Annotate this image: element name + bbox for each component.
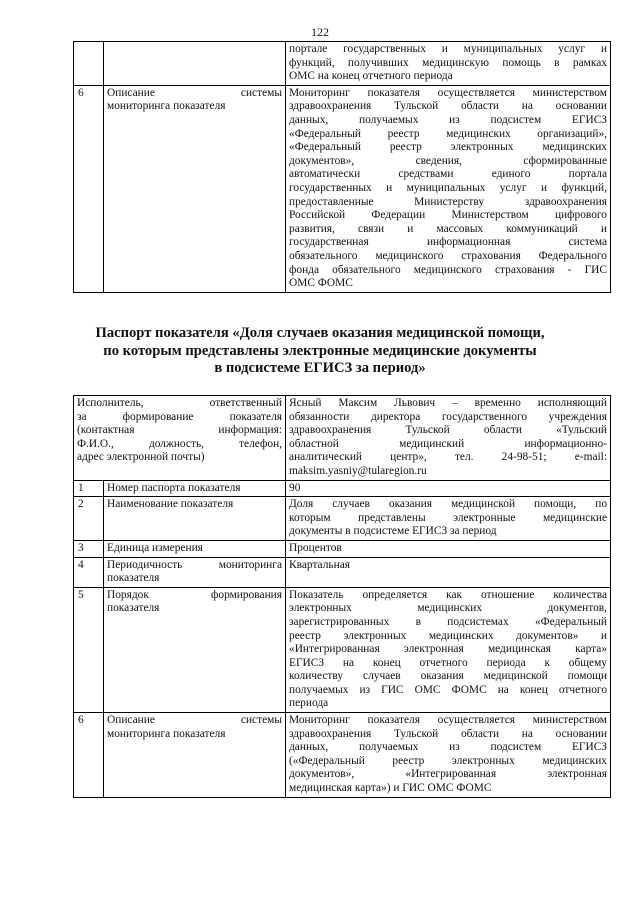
cell-label [104, 557, 286, 587]
cell-value [286, 85, 611, 292]
cell-label [104, 713, 286, 798]
table-row-executor [74, 396, 611, 481]
cell-number: 6 [74, 85, 104, 292]
text-line: «Федеральный реестр медицинских организаций», [289, 127, 607, 140]
text-line: обязательного медицинского страхования Федерального [289, 249, 607, 262]
text-line: данных, получаемых из подсистем ЕГИСЗ [289, 113, 607, 126]
text-line: Паспорт показателя «Доля случаев оказания медицинской помощи, [95, 325, 545, 341]
cell-number [74, 42, 104, 86]
cell-value [286, 42, 611, 86]
text-line: реестр электронных медицинских документов» и [289, 629, 608, 642]
indicator-table-continued [73, 41, 611, 293]
text-line: (контактная информация: [77, 424, 283, 437]
cell-label [104, 497, 286, 541]
cell-value [286, 396, 611, 481]
cell-value [286, 587, 611, 712]
table-row [74, 587, 611, 712]
page-number: 122 [311, 25, 329, 39]
cell-value [286, 557, 611, 587]
text-line: Мониторинг показателя осуществляется министерством [289, 86, 607, 99]
table-row [74, 540, 611, 557]
text-line: Показатель определяется как отношение количества [289, 588, 608, 601]
text-line: периода [289, 697, 329, 710]
text-line: которым представлены электронные медицинские [289, 511, 608, 524]
text-line: за формирование показателя [77, 410, 283, 423]
passport-heading [60, 325, 580, 378]
text-line: государственных и муниципальных услуг и функций, [289, 181, 607, 194]
text-line: получаемых из ГИС ОМС ФОМС на конец отчетного [289, 683, 608, 696]
table-row [74, 713, 611, 798]
text-line: документы в подсистеме ЕГИСЗ за период [289, 525, 497, 538]
text-line: Единица измерения [107, 541, 203, 554]
text-line: мониторинга показателя [107, 100, 226, 113]
cell-label [104, 42, 286, 86]
text-line: мониторинга показателя [107, 727, 226, 740]
table-row [74, 85, 611, 292]
text-line: Порядок формирования [107, 588, 283, 601]
text-line: в подсистеме ЕГИСЗ за период» [214, 360, 426, 377]
text-line: Ясный Максим Львович – временно исполняющий [289, 397, 608, 409]
table-row [74, 42, 611, 86]
text-line: ЕГИСЗ на конец отчетного периода к общему [289, 656, 608, 669]
text-line: медицинская карта») и ГИС ОМС ФОМС [289, 782, 492, 795]
cell-label [104, 540, 286, 557]
text-line: Периодичность мониторинга [107, 558, 283, 571]
text-line: Исполнитель, ответственный [77, 397, 283, 409]
text-line: зарегистрированных в подсистемах «Федеральный [289, 615, 608, 628]
text-line: фонда обязательного медицинского страхования - ГИС [289, 263, 607, 276]
text-line: здравоохранения Тульской области «Тульский [289, 424, 608, 437]
text-line: «Интегрированная электронная медицинская карта» [289, 643, 608, 656]
text-line: данных, получаемых из подсистем ЕГИСЗ [289, 741, 608, 754]
cell-label [104, 85, 286, 292]
text-line: государственная информационная система [289, 236, 607, 249]
text-line: Описание системы [107, 714, 283, 727]
text-line: функций, получивших медицинскую помощь в рамках [289, 56, 607, 69]
cell-value [286, 713, 611, 798]
table-row [74, 497, 611, 541]
text-line: портале государственных и муниципальных услуг и [289, 43, 607, 55]
text-line: Российской Федерации Министерством цифрового [289, 209, 607, 222]
cell-label [74, 396, 286, 481]
text-line: адрес электронной почты) [77, 451, 205, 464]
cell-number: 3 [74, 540, 104, 557]
text-line: развития, связи и массовых коммуникаций и [289, 222, 607, 235]
text-line: Описание системы [107, 86, 282, 99]
cell-number: 5 [74, 587, 104, 712]
text-line: документов», «Интегрированная электронная [289, 768, 608, 781]
text-line: ОМС ФОМС [289, 277, 353, 290]
table-row [74, 557, 611, 587]
text-line: документов», сведения, сформированные [289, 154, 607, 167]
text-line: Номер паспорта показателя [107, 481, 241, 494]
text-line: показателя [107, 572, 160, 585]
cell-number: 1 [74, 480, 104, 497]
text-line: Ф.И.О., должность, телефон, [77, 437, 283, 450]
text-line: количеству случаев оказания медицинской помощи [289, 670, 608, 683]
text-line: Процентов [289, 541, 342, 554]
cell-value [286, 497, 611, 541]
cell-number: 2 [74, 497, 104, 541]
cell-label [104, 587, 286, 712]
cell-label [104, 480, 286, 497]
indicator-passport-table [73, 395, 611, 798]
text-line: Мониторинг показателя осуществляется министерством [289, 714, 608, 727]
cell-number: 4 [74, 557, 104, 587]
cell-value [286, 540, 611, 557]
text-line: здравоохранения Тульской области на основании [289, 727, 608, 740]
text-line: maksim.yasniy@tularegion.ru [289, 464, 427, 477]
text-line: обязанности директора государственного учреждения [289, 410, 608, 423]
text-line: здравоохранения Тульской области на основании [289, 100, 607, 113]
text-line: («Федеральный реестр электронных медицинских [289, 754, 608, 767]
table-row [74, 480, 611, 497]
text-line: электронных медицинских документов, [289, 602, 608, 615]
text-line: Доля случаев оказания медицинской помощи, по [289, 498, 608, 511]
text-line: Наименование показателя [107, 498, 234, 511]
text-line: аналитический центр», тел. 24-98-51; e-mail: [289, 451, 608, 464]
text-line: Квартальная [289, 558, 350, 571]
text-line: 90 [289, 481, 301, 494]
text-line: предоставленные Министерству здравоохранения [289, 195, 607, 208]
cell-number: 6 [74, 713, 104, 798]
text-line: показателя [107, 602, 160, 615]
cell-value [286, 480, 611, 497]
text-line: «Федеральный реестр электронных медицинских [289, 141, 607, 154]
text-line: по которым представлены электронные медицинские документы [103, 342, 537, 359]
text-line: областной медицинский информационно- [289, 437, 608, 450]
text-line: ОМС на конец отчетного периода [289, 70, 453, 83]
text-line: автоматически средствами единого портала [289, 168, 607, 181]
